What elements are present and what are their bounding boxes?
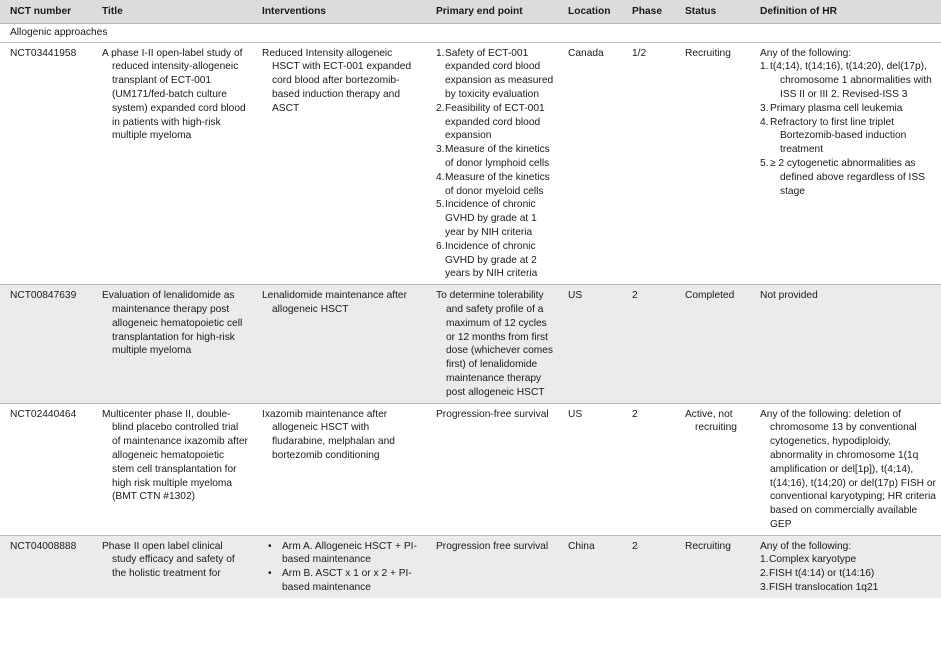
- trial-location: US: [558, 285, 622, 403]
- endpoint-item: 2. Feasibility of ECT-001 expanded cord blood expansion: [436, 102, 554, 143]
- table-row: [0, 535, 941, 598]
- trial-endpoint: To determine tolerability and safety profile of a maximum of 12 cycles or 12 months from first dose (whichever comes first) of lenalidomide maintenance therapy post allogeneic HSCT: [436, 290, 554, 398]
- trial-title: A phase I-II open-label study of reduced intensity-allogeneic transplant of ECT-001 (UM171/fed-batch culture system) expanded cord blood in patients with high-risk multiple myeloma: [102, 47, 246, 142]
- trial-interventions: Lenalidomide maintenance after allogeneic HSCT: [262, 290, 407, 315]
- section-row: [0, 23, 941, 42]
- trial-phase: 2: [622, 535, 675, 598]
- endpoint-item: 3. Measure of the kinetics of donor lymphoid cells: [436, 143, 554, 171]
- hr-item: 5. ≥ 2 cytogenetic abnormalities as defined above regardless of ISS stage: [770, 157, 937, 198]
- trial-endpoint: Progression free survival: [436, 540, 549, 552]
- endpoint-item: 5. Incidence of chronic GVHD by grade at 1 year by NIH criteria: [436, 198, 554, 239]
- intervention-item: • Arm B. ASCT x 1 or x 2 + PI-based maintenance: [262, 567, 422, 595]
- hr-item: 1. t(4;14), t(14;16), t(14;20), del(17p), chromosome 1 abnormalities with ISS II or III 2. Revised-ISS 3: [770, 60, 937, 101]
- hr-item: 3. FISH translocation 1q21: [760, 581, 937, 595]
- table-row: [0, 42, 941, 285]
- hr-item: 3. Primary plasma cell leukemia: [770, 102, 937, 116]
- intervention-item: • Arm A. Allogeneic HSCT + PI-based maintenance: [262, 540, 422, 568]
- hr-intro: Any of the following:: [760, 47, 852, 59]
- trial-phase: 1/2: [622, 42, 675, 285]
- trial-title: Multicenter phase II, double-blind placebo controlled trial of maintenance ixazomib after allogeneic hematopoietic stem cell transplantation for high risk multiple myeloma (BMT CTN #1302): [102, 408, 248, 503]
- hr-definition: Any of the following: deletion of chromosome 13 by conventional cytogenetics, hypodiploidy, abnormality in chromosome 1(1q amplification or del[1p]), t(4;14), t(14;16), t(14;20) or del(17p) FISH or conventional karyotyping; HR criteria based on commercially available GEP: [760, 408, 936, 530]
- hr-item: 1. Complex karyotype: [760, 553, 937, 567]
- hr-item: 2. FISH t(4:14) or t(14:16): [760, 567, 937, 581]
- endpoint-item: 4. Measure of the kinetics of donor myeloid cells: [436, 171, 554, 199]
- trial-interventions: Reduced Intensity allogeneic HSCT with ECT-001 expanded cord blood after bortezomib-based induction therapy and ASCT: [262, 47, 412, 114]
- header-phase: Phase: [622, 0, 675, 23]
- nct-number: NCT02440464: [0, 403, 92, 535]
- trial-title: Evaluation of lenalidomide as maintenance therapy post allogeneic hematopoietic cell transplantation for high-risk multiple myeloma: [102, 290, 243, 357]
- header-title: Title: [92, 0, 252, 23]
- hr-intro: Any of the following:: [760, 540, 852, 552]
- hr-list: [760, 553, 937, 594]
- endpoint-item: 6. Incidence of chronic GVHD by grade at 2 years by NIH criteria: [436, 240, 554, 281]
- hr-definition: Not provided: [750, 285, 941, 403]
- interventions-list: [262, 540, 422, 595]
- trial-phase: 2: [622, 403, 675, 535]
- hr-item: 4. Refractory to first line triplet Bortezomib-based induction treatment: [770, 116, 937, 157]
- trial-location: US: [558, 403, 622, 535]
- section-label: Allogenic approaches: [0, 23, 941, 42]
- trial-title: Phase II open label clinical study efficacy and safety of the holistic treatment for: [102, 540, 235, 580]
- header-nct: NCT number: [0, 0, 92, 23]
- trial-location: China: [558, 535, 622, 598]
- header-status: Status: [675, 0, 750, 23]
- table-row: [0, 285, 941, 403]
- endpoint-item: 1. Safety of ECT-001 expanded cord blood expansion as measured by toxicity evaluation: [436, 47, 554, 102]
- header-location: Location: [558, 0, 622, 23]
- endpoint-list: [436, 47, 554, 282]
- trial-location: Canada: [558, 42, 622, 285]
- trial-status: Recruiting: [675, 535, 750, 598]
- header-row: [0, 0, 941, 23]
- nct-number: NCT03441958: [0, 42, 92, 285]
- trial-phase: 2: [622, 285, 675, 403]
- trial-endpoint: Progression-free survival: [436, 408, 549, 420]
- header-interventions: Interventions: [252, 0, 426, 23]
- hr-list: [760, 60, 937, 198]
- trial-status: Recruiting: [675, 42, 750, 285]
- trial-status: Active, not recruiting: [685, 408, 737, 434]
- trial-interventions: Ixazomib maintenance after allogeneic HSCT with fludarabine, melphalan and bortezomib conditioning: [262, 408, 395, 461]
- nct-number: NCT00847639: [0, 285, 92, 403]
- nct-number: NCT04008888: [0, 535, 92, 598]
- trial-status: Completed: [675, 285, 750, 403]
- header-hr-definition: Definition of HR: [750, 0, 941, 23]
- header-endpoint: Primary end point: [426, 0, 558, 23]
- table-row: [0, 403, 941, 535]
